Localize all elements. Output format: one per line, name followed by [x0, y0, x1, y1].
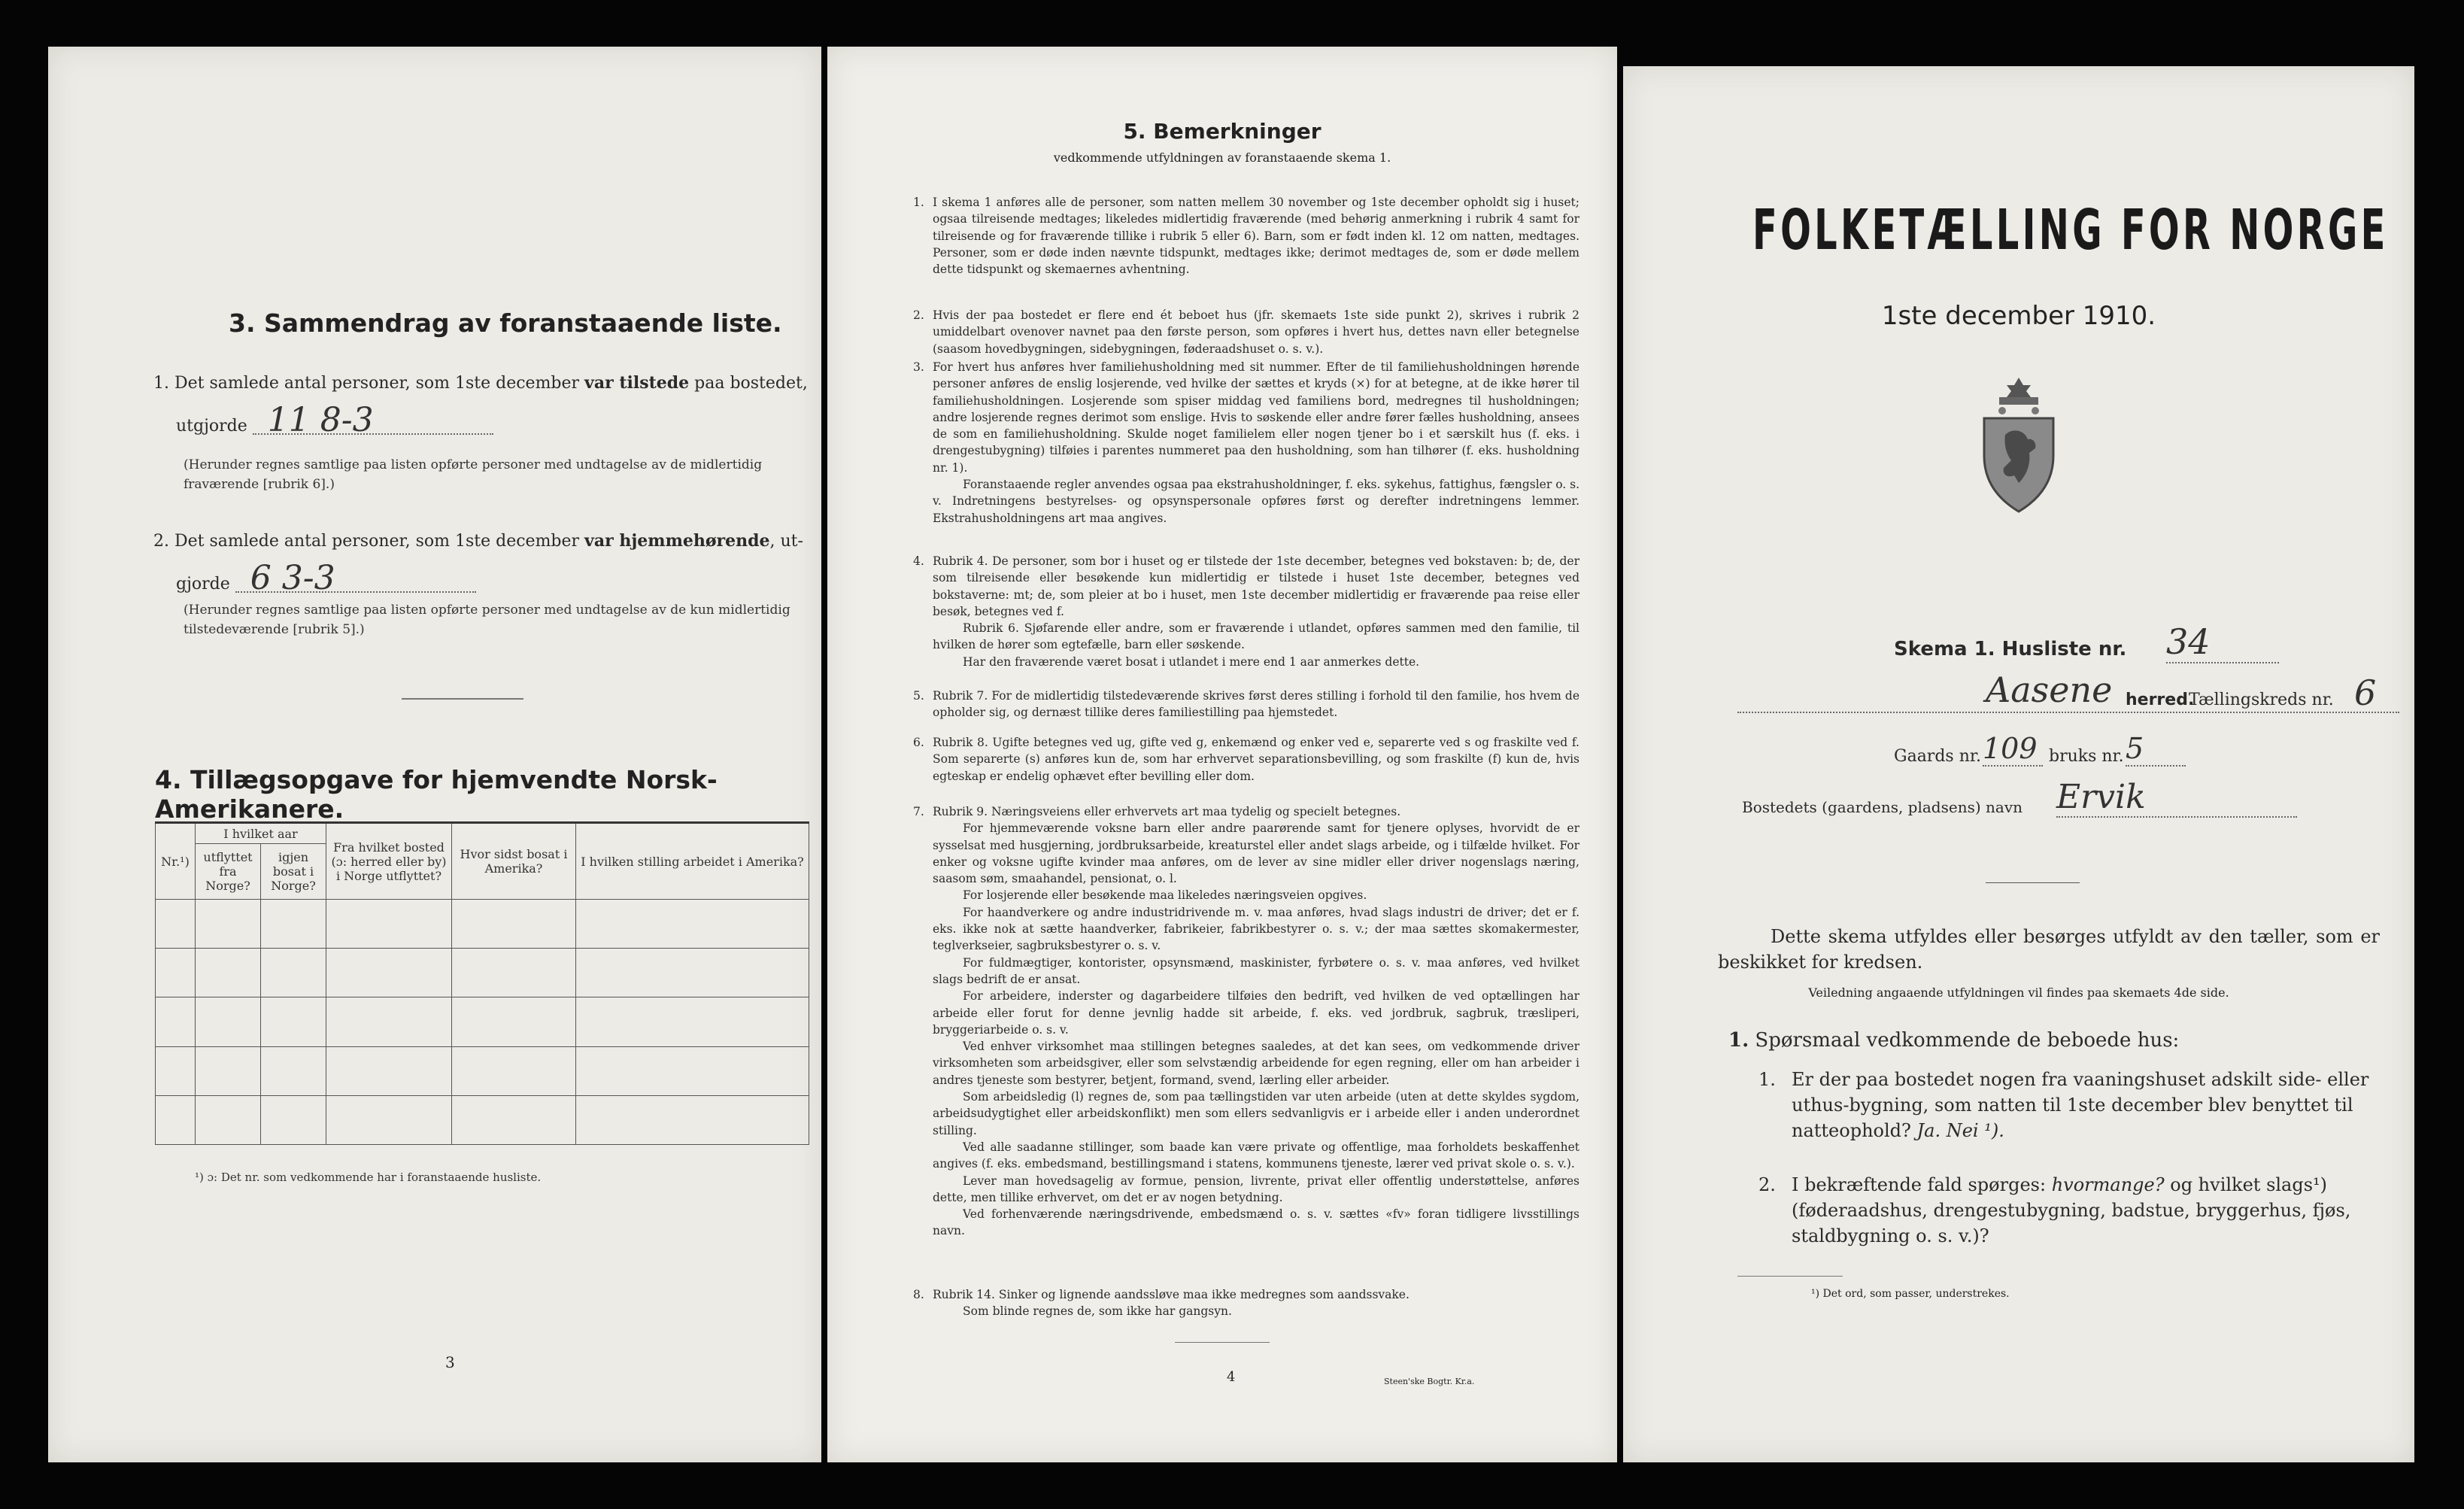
- footnote-divider: [1737, 1276, 1843, 1277]
- gaards-number-handwritten: 109: [1983, 732, 2043, 767]
- col-group-year: I hvilket aar: [196, 823, 326, 844]
- herred-line: [1737, 669, 2399, 713]
- summary-item-1-line2: utgjorde 11 8-3: [176, 408, 493, 439]
- table-row: [156, 997, 809, 1046]
- instruction-small: Veiledning angaaende utfyldningen vil findes paa skemaets 4de side.: [1808, 985, 2229, 1000]
- col-last-residence: Hvor sidst bosat i Amerika?: [452, 823, 576, 900]
- summary-item-2: 2. Det samlede antal personer, som 1ste december var hjemmehørende, ut-: [153, 531, 803, 551]
- census-date: 1ste december 1910.: [1881, 301, 2156, 331]
- section-3-title: 3. Sammendrag av foranstaaende liste.: [229, 308, 782, 338]
- remark-7: 7. Rubrik 9. Næringsveiens eller erhvervets art maa tydelig og specielt betegnes. For hjemmeværende voksne barn eller andre paarørende samt for tjenere oplyses, hvorvidt de er sysselsat med husgjerning, jordbruksarbeide, kreaturstel eller andet slags arbeide, og i tilfælde hvilket. For enker og voksne ugifte kvinder maa anføres, om de lever av sine midler eller driver nogenslags næring, saasom søm, smaahandel, pensionat, o. l. For losjerende eller besøkende maa likeledes næringsveien opgives. For haandverkere og andre industridrivende m. v. maa anføres, hvad slags industri de driver; det er f. eks. ikke nok at sætte haandverker, fabrikeier, fabrikbestyrer o. s. v.; der maa sættes skomakermester, teglverkseier, sagbruksbestyrer o. s. v. For fuldmægtiger, kontorister, opsynsmænd, maskinister, fyrbøtere o. s. v. maa anføres, ved hvilket slags bedrift de er ansat. For arbeidere, inderster og dagarbeidere tilføies den bedrift, ved hvilken de ved optællingen har arbeide eller forut for denne jevnlig hadde sit arbeide, f. eks. ved jordbruk, sagbruk, træsliperi, bryggeriarbeide o. s. v. Ved enhver virksomhet maa stillingen betegnes saaledes, at det kan sees, om vedkommende driver virksomheten som arbeidsgiver, eller som selvstændig arbeidende for egen regning, eller om han arbeider i andres tjeneste som bestyrer, betjent, formand, svend, lærling eller arbeider. Som arbeidsledig (l) regnes de, som paa tællingstiden var uten arbeide (uten at dette skyldes sygdom, arbeidsudygtighet eller arbeidskonflikt) men som ellers sedvanligvis er i arbeide eller i anden underordnet stilling. Ved alle saadanne stillinger, som baade kan være private og offentlige, maa forholdets beskaffenhet angives (f. eks. embedsmand, bestillingsmand i statens, kommunens tjeneste, lærer ved privat skole o. s. v.). Lever man hovedsagelig av formue, pension, livrente, privat eller offentlig understøttelse, anføres dette, men tillike erhvervet, om det er av nogen betydning. Ved forhenværende næringsdrivende, embedsmænd o. s. v. sættes «fv» foran tidligere livsstillings navn.: [913, 805, 1579, 1238]
- bosted-line: [1742, 778, 2414, 820]
- col-occupation: I hvilken stilling arbeidet i Amerika?: [576, 823, 809, 900]
- bruks-label: bruks nr.: [2049, 747, 2124, 766]
- page-number: 4: [1227, 1369, 1236, 1385]
- coat-of-arms-icon: [1977, 375, 2061, 518]
- bosted-label: Bostedets (gaardens, pladsens) navn: [1742, 798, 2022, 816]
- col-nr: Nr.¹): [156, 823, 196, 900]
- remark-6: 6. Rubrik 8. Ugifte betegnes ved ug, gifte ved g, enkemænd og enker ved e, separerte ved s og fraskilte ved f. Som separerte (s) anføres kun de, som har erhvervet separationsbevilling, og som fraskilte (f) kun de, hvis egteskap er endelig ophævet efter bevilling eller dom.: [913, 736, 1579, 783]
- krets-label: Tællingskreds nr.: [2189, 691, 2334, 709]
- present-count-handwritten: 11 8-3: [253, 408, 493, 435]
- question-2: 2. I bekræftende fald spørges: hvormange? og hvilket slags¹) (føderaadshus, drengestubygning, badstue, bryggerhus, fjøs, staldbygning o. s. v.)?: [1758, 1174, 2351, 1246]
- right-footnote: ¹) Det ord, som passer, understrekes.: [1811, 1288, 2010, 1300]
- remarks-title: 5. Bemerkninger: [1123, 119, 1322, 144]
- remarks-subtitle: vedkommende utfyldningen av foranstaaende skema 1.: [1053, 150, 1391, 165]
- norsk-amerikanere-table: [155, 821, 809, 1145]
- left-page: [48, 47, 821, 1462]
- summary-item-1-note: (Herunder regnes samtlige paa listen opførte personer med undtagelse av de midlertidig fraværende [rubrik 6].): [184, 457, 763, 492]
- gaards-line: [1894, 732, 2315, 771]
- remark-3: 3. For hvert hus anføres hver familiehusholdning med sit nummer. Efter de til familiehusholdningen hørende personer anføres de enslig losjerende, ved hvilke der sættes et kryds (×) for at betegne, at de ikke hører til familiehusholdningen. Losjerende som spiser middag ved familiens bord, medregnes til husholdningen; andre losjerende regnes derimot som enslige. Hvis to søskende eller andre fører fælles husholdning, ansees de som en familiehusholdning. Skulde noget familielem eller nogen tjener bo i et særskilt hus (f. eks. i drengestubygning) tilføies i parentes nummeret paa den husholdning, som han tilhører (f. eks. husholdning nr. 1). Foranstaaende regler anvendes ogsaa paa ekstrahusholdninger, f. eks. sykehus, fattighus, fængsler o. s. v. Indretningens bestyrelses- og opsynspersonale opføres først og derefter indretningens lemmer. Ekstrahusholdningens art maa angives.: [913, 360, 1579, 525]
- remark-4: 4. Rubrik 4. De personer, som bor i huset og er tilstede der 1ste december, betegnes ved bokstaven: b; de, der som tilreisende eller besøkende kun midlertidig er tilstede i huset 1ste december, betegnes ved bokstaverne: mt; de, som pleier at bo i huset, men 1ste december midlertidig er fraværende paa reise eller besøk, betegnes ved f. Rubrik 6. Sjøfarende eller andre, som er fraværende i utlandet, opføres sammen med den familie, til hvilken de hører som egtefælle, barn eller søskende. Har den fraværende været bosat i utlandet i mere end 1 aar anmerkes dette.: [913, 554, 1579, 669]
- table-row: [156, 1095, 809, 1144]
- herred-name-handwritten: Aasene: [1986, 669, 2113, 710]
- gaards-label: Gaards nr.: [1894, 747, 1981, 766]
- summary-item-2-line2: gjorde 6 3-3: [176, 566, 476, 597]
- remark-1: 1. I skema 1 anføres alle de personer, som natten mellem 30 november og 1ste december opholdt sig i huset; ogsaa tilreisende medtages; likeledes midlertidig fraværende (med behørig anmerkning i rubrik 4 samt for tilreisende og for fraværende tillike i rubrik 5 eller 6). Barn, som er født inden kl. 12 om natten, medtages. Personer, som er døde inden nævnte tidspunkt, medtages ikke; derimot medtages de, som er døde mellem dette tidspunkt og skemaernes avhentning.: [913, 196, 1579, 277]
- section-4-title: 4. Tillægsopgave for hjemvendte Norsk-Amerikanere.: [155, 765, 718, 824]
- form-title: FOLKETÆLLING FOR NORGE: [1752, 198, 2389, 263]
- instruction-text: Dette skema utfyldes eller besørges utfyldt av den tæller, som er beskikket for kredsen.: [1718, 926, 2380, 973]
- table-row: [156, 900, 809, 949]
- summary-item-1: 1. Det samlede antal personer, som 1ste december var tilstede paa bostedet,: [153, 373, 808, 393]
- col-from-place: Fra hvilket bosted (ɔ: herred eller by) i Norge utflyttet?: [326, 823, 452, 900]
- section-divider: [402, 698, 523, 700]
- questions-heading: 1. Spørsmaal vedkommende de beboede hus:: [1728, 1029, 2180, 1052]
- table-row: [156, 949, 809, 997]
- bruks-number-handwritten: 5: [2126, 732, 2186, 767]
- end-divider: [1175, 1342, 1270, 1343]
- col-returned: igjen bosat i Norge?: [261, 844, 326, 900]
- herred-label: herred.: [2126, 691, 2195, 709]
- remark-8: 8. Rubrik 14. Sinker og lignende aandssløve maa ikke medregnes som aandssvake. Som blinde regnes de, som ikke har gangsyn.: [913, 1288, 1410, 1319]
- right-page: [1623, 66, 2414, 1462]
- table-row: [156, 1046, 809, 1095]
- resident-count-handwritten: 6 3-3: [235, 566, 476, 593]
- middle-page: [827, 47, 1617, 1462]
- page-number: 3: [445, 1353, 455, 1371]
- ornament-divider: [1986, 882, 2080, 883]
- bosted-name-handwritten: Ervik: [2056, 778, 2297, 818]
- husliste-number-handwritten: 34: [2166, 621, 2279, 663]
- printer-imprint: Steen'ske Bogtr. Kr.a.: [1384, 1377, 1475, 1386]
- skema-label: Skema 1. Husliste nr.: [1894, 638, 2127, 660]
- remark-5: 5. Rubrik 7. For de midlertidig tilstedeværende skrives først deres stilling i forhold til den familie, hos hvem de opholder sig, og dernæst tillike deres familiestilling paa hjemstedet.: [913, 689, 1579, 720]
- krets-number-handwritten: 6: [2354, 673, 2377, 713]
- question-1-answer: Ja. Nei ¹).: [1916, 1120, 2004, 1141]
- table-footnote: ¹) ɔ: Det nr. som vedkommende har i foranstaaende husliste.: [195, 1170, 542, 1184]
- summary-item-2-note: (Herunder regnes samtlige paa listen opførte personer med undtagelse av de kun midlertidig tilstedeværende [rubrik 5].): [184, 603, 790, 637]
- remark-2: 2. Hvis der paa bostedet er flere end ét beboet hus (jfr. skemaets 1ste side punkt 2), skrives i rubrik 2 umiddelbart ovenover navnet paa den første person, som opføres i hvert hus, dettes navn eller betegnelse (saasom hovedbygningen, sidebygningen, føderaadshuset o. s. v.).: [913, 308, 1579, 356]
- col-emigrated: utflyttet fra Norge?: [196, 844, 261, 900]
- question-1: 1. Er der paa bostedet nogen fra vaaningshuset adskilt side- eller uthus-bygning, som natten til 1ste december blev benyttet til natteophold? Ja. Nei ¹).: [1758, 1069, 2369, 1141]
